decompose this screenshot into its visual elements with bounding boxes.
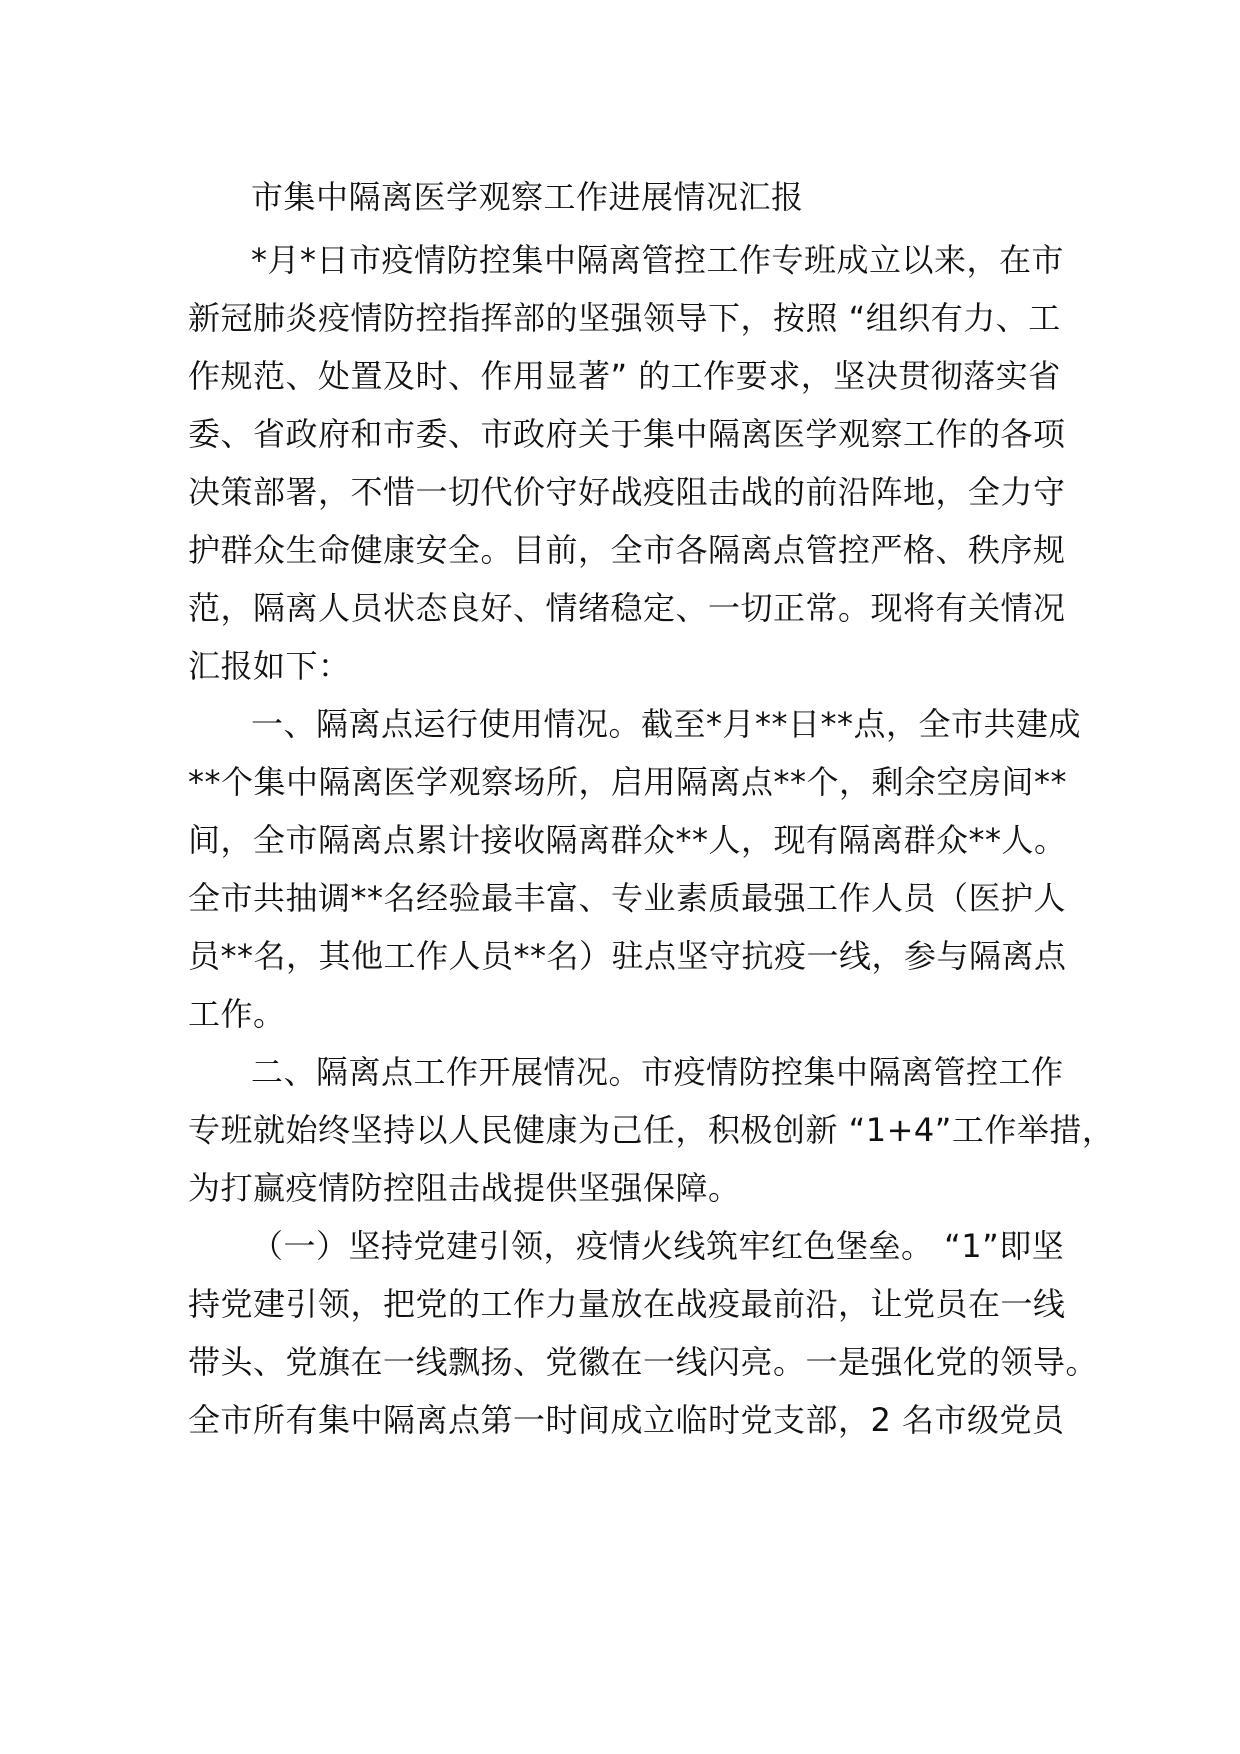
paragraph-line: 带头、党旗在一线飘扬、党徽在一线闪亮。一是强化党的领导。	[188, 1343, 1099, 1381]
paragraph-line: 为打赢疫情防控阻击战提供坚强保障。	[188, 1169, 741, 1207]
paragraph-line: 工作。	[188, 995, 286, 1033]
section-heading-line: 一、隔离点运行使用情况。截至*月**日**点，全市共建成	[251, 705, 1082, 743]
paragraph-line: 员**名，其他工作人员**名）驻点坚守抗疫一线，参与隔离点	[188, 937, 1067, 975]
paragraph-line: **个集中隔离医学观察场所，启用隔离点**个，剩余空房间**	[188, 763, 1068, 801]
paragraph-line: 护群众生命健康安全。目前，全市各隔离点管控严格、秩序规	[188, 531, 1066, 569]
document-title: 市集中隔离医学观察工作进展情况汇报	[251, 178, 804, 216]
paragraph-line: 间，全市隔离点累计接收隔离群众**人，现有隔离群众**人。	[188, 821, 1067, 859]
paragraph-line: 决策部署，不惜一切代价守好战疫阻击战的前沿阵地，全力守	[188, 473, 1066, 511]
paragraph-line: 全市所有集中隔离点第一时间成立临时党支部，2 名市级党员	[188, 1401, 1065, 1439]
paragraph-line: *月*日市疫情防控集中隔离管控工作专班成立以来，在市	[251, 241, 1065, 279]
subsection-heading-line: （一）坚持党建引领，疫情火线筑牢红色堡垒。 “1”即坚	[251, 1227, 1065, 1265]
paragraph-line: 作规范、处置及时、作用显著” 的工作要求，坚决贯彻落实省	[188, 357, 1061, 395]
paragraph-line: 新冠肺炎疫情防控指挥部的坚强领导下，按照 “组织有力、工	[188, 299, 1061, 337]
paragraph-line: 范，隔离人员状态良好、情绪稳定、一切正常。现将有关情况	[188, 589, 1066, 627]
paragraph-line: 专班就始终坚持以人民健康为己任，积极创新 “1+4”工作举措，	[188, 1111, 1115, 1149]
paragraph-line: 汇报如下：	[188, 647, 351, 685]
section-heading-line: 二、隔离点工作开展情况。市疫情防控集中隔离管控工作	[251, 1053, 1064, 1091]
paragraph-line: 持党建引领，把党的工作力量放在战疫最前沿，让党员在一线	[188, 1285, 1066, 1323]
paragraph-line: 委、省政府和市委、市政府关于集中隔离医学观察工作的各项	[188, 415, 1066, 453]
paragraph-line: 全市共抽调**名经验最丰富、专业素质最强工作人员（医护人	[188, 879, 1067, 917]
